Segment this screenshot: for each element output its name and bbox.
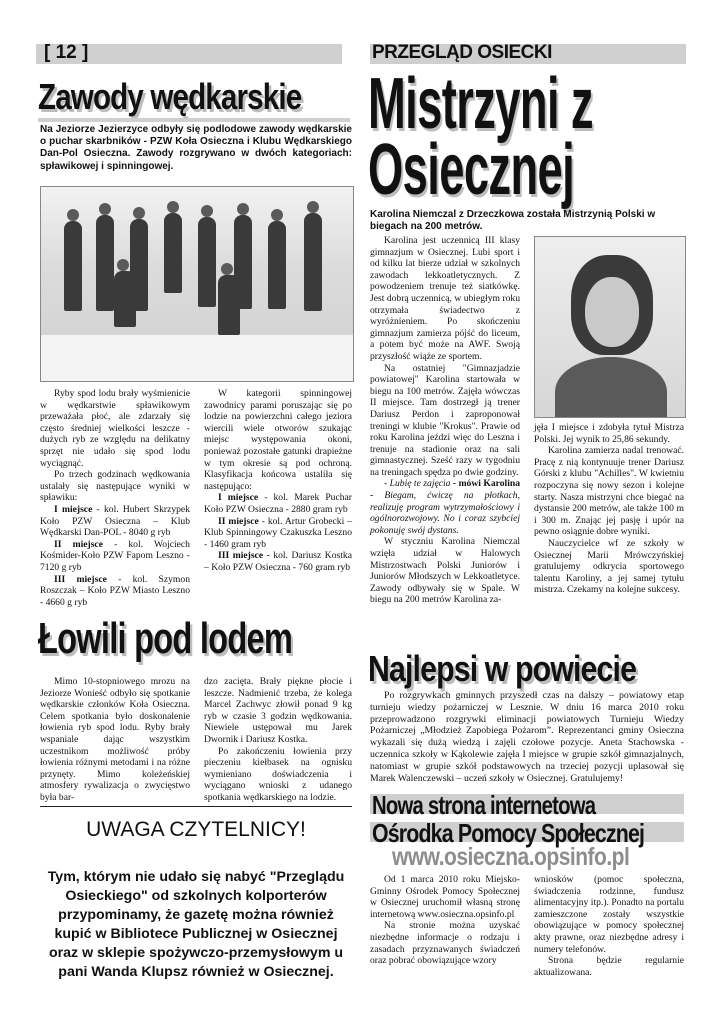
lowili-headline: Łowili pod lodem xyxy=(38,614,293,663)
zawody-lead: Na Jeziorze Jezierzyce odbyły się podlodowe zawody wędkarskie o puchar skarbników - PZW Koła Osieczna i Klubu Wędkarskiego Dan-Pol Osieczna. Zawody rozgrywano w dwóch kategoriach: spławikowej i spinningowej. xyxy=(40,124,352,172)
nowa-headline-line2: Ośrodka Pomocy Społecznej xyxy=(372,818,645,848)
najlepsi-headline: Najlepsi w powiecie xyxy=(368,648,637,689)
mistrz-lead: Karolina Niemczal z Drzeczkowa została Mistrzynią Polski w biegach na 200 metrów. xyxy=(370,209,656,233)
anglers-group-photo xyxy=(40,186,354,382)
mistrz-headline-line1: Mistrzyni z xyxy=(368,64,593,144)
zawody-rule xyxy=(38,118,350,122)
athlete-portrait-photo xyxy=(534,236,686,418)
page-number: [ 12 ] xyxy=(44,42,89,63)
nowa-col1: Od 1 marca 2010 roku Miejsko-Gminny Ośrodek Pomocy Społecznej w Osiecznej uruchomił własną stronę internetową www.osieczna.opsinfo.pl Na stronie można uzyskać niezbędne informacje o rodzaju i zasadach przyznawanych świadczeń oraz pobrać obowiązujące wzory xyxy=(370,874,520,967)
ops-website-link[interactable]: www.osieczna.opsinfo.pl xyxy=(392,843,630,871)
uwaga-rule xyxy=(40,806,352,807)
mistrz-headline-line2: Osiecznej xyxy=(368,130,575,210)
lowili-col2: dzo zacięta. Brały piękne płocie i leszcze. Nadmienić trzeba, że kolega Marcel Zachwyc złowił ponad 9 kg ryb w czasie 3 godzin wędkowania. Niewiele ustępował mu Jarek Dwornik i Dariusz Kostka. Po zakończeniu łowienia przy pieczeniu kiełbasek na ognisku wymieniano doświadczenia i wyciągano wnioski z udanego spotkania wędkarskiego na lodzie. xyxy=(204,676,352,803)
lowili-col1: Mimo 10-stopniowego mrozu na Jeziorze Wonieść odbyło się spotkanie wędkarskie członków Koła Osieczna. Celem spotkania było doskonalenie łowienia ryb spod lodu. Ryby brały wspaniale dając wszystkim uczestnikom możliwość próby łowienia różnymi metodami i na różne przynęty. Mimo koleżeńskiej atmosfery rywalizacja o zwycięstwo była bar- xyxy=(40,676,190,803)
masthead-title: PRZEGLĄD OSIECKI xyxy=(372,42,552,63)
nowa-headline-line1: Nowa strona internetowa xyxy=(372,790,596,820)
mistrz-col1: Karolina jest uczennicą III klasy gimnazjum w Osiecznej. Lubi sport i od kilku lat bierze udział w szkolnych zawodach lekkoatletycznych. Z powodzeniem trenuje też siatkówkę. Jest dobrą uczennicą, w ubiegłym roku otrzymała świadectwo z wyróżnieniem. Po skończeniu gimnazjum zamierza pójść do liceum, a potem być może na AWF. Swoją przyszłość wiąże ze sportem. Na ostatniej "Gimnazjadzie powiatowej" Karolina startowała w biegu na 100 metrów. Zajęła wówczas II miejsce. Tam dostrzegł ją trener Dariusz Perdon i zaproponował treningi w klubie "Krokus". Prawie od roku Karolina jeździ więc do Leszna i trenuje na stadionie oraz na sali gimnastycznej. Sześć razy w tygodniu na treningach spędza po dwie godziny. - Lubię te zajęcia - mówi Karolina - Biegam, ćwiczę na płotkach, realizuję program wytrzymałościowy i ogólnorozwojowy. No i coraz szybciej pokonuję swój dystans. W styczniu Karolina Niemczal wzięła udział w Halowych Mistrzostwach Polski Juniorów i Juniorów Młodszych w Lekkoatletyce. Zawody odbywały się w Spale. W biegu na 200 metrów Karolina za- xyxy=(370,235,521,606)
zawody-headline: Zawody wędkarskie xyxy=(38,76,302,117)
zawody-col1: Ryby spod lodu brały wyśmienicie w wędkarstwie spławikowym przeważała płoć, ale zdarzały się często średniej wielkości leszcze - dużych ryb ze względu na delikatny sprzęt nie udało się spod lodu wyciągnąć. Po trzech godzinach wędkowania ustalały się następujące wyniki w spławiku: I miejsce - kol. Hubert Skrzypek Koło PZW Osieczna – Klub Wędkarski Dan-POL - 8040 g ryb II miejsce - kol. Wojciech Kośmider-Koło PZW Fapom Leszno - 7120 g ryb III miejsce - kol. Szymon Roszczak – Koło PZW Miasto Leszno - 4660 g ryb xyxy=(40,388,190,608)
najlepsi-text: Po rozgrywkach gminnych przyszedł czas na dalszy – powiatowy etap turnieju wiedzy pożarniczej w Lesznie. W dniu 16 marca 2010 roku przeprowadzono rozgrywki eliminacji powiatowych Turnieju Wiedzy Pożarniczej „Młodzież Zapobiega Pożarom”. Reprezentanci gminy Osieczna wykazali się dużą wiedzą i zajęli czołowe pozycje. Aneta Stachowska - uczennica szkoły w Kąkolewie zajęła I miejsce w grupie szkół gimnazjalnych, natomiast w grupie szkół podstawowych na trzeciej pozycji uplasował się Marek Walenczewski – uczeń szkoły w Osiecznej. Gratulujemy! xyxy=(370,690,684,784)
mistrz-col2: jęła I miejsce i zdobyła tytuł Mistrza Polski. Jej wynik to 25,86 sekundy. Karolina zamierza nadal trenować. Pracę z nią kontynuuje trener Dariusz Górski z klubu "Achilles". W kwietniu rozpoczyna się nowy sezon i kolejne starty. Nasza mistrzyni chce biegać na dystansie 200 metrów, ale także 100 m i 300 m. Znając jej pasję i upór na pewno osiągnie dobre wyniki. Nauczycielce wf ze szkoły w Osiecznej Marii Mrówczyńskiej gratulujemy odkrycia sportowego talentu Karoliny, a jej samej tytułu mistrza. Czekamy na kolejne sukcesy. xyxy=(534,422,684,596)
nowa-col2: wniosków (pomoc społeczna, świadczenia rodzinne, fundusz alimentacyjny itp.). Ponadto na portalu zamieszczone zostały wszystkie obowiązujące w pomocy społecznej akty prawne, oraz niezbędne adresy i numery telefonów. Strona będzie regularnie aktualizowana. xyxy=(534,874,684,978)
uwaga-heading: UWAGA CZYTELNICY! xyxy=(86,818,306,841)
uwaga-text: Tym, którym nie udało się nabyć "Przeglądu Osieckiego" od szkolnych kolporterów przypominamy, że gazetę można również kupić w Bibliotece Publicznej w Osiecznej oraz w sklepie spożywczo-przemysłowym u pani Wanda Klupsz również w Osiecznej. xyxy=(47,869,345,980)
zawody-col2: W kategorii spinningowej zawodnicy parami poruszając się po lodzie na powierzchni całego jeziora wiercili wiele otworów szukając miejsc występowania okoni, ponieważ pozostałe gatunki drapieżne w tym okresie są pod ochroną. Klasyfikacja końcowa ustaliła się następująco: I miejsce - kol. Marek Puchar Koło PZW Osieczna - 2880 gram ryb II miejsce - kol. Artur Grobecki – Klub Spinningowy Czakuszka Leszno - 1460 gram ryb III miejsce - kol. Dariusz Kostka – Koło PZW Osieczna - 760 gram ryb xyxy=(204,388,352,573)
